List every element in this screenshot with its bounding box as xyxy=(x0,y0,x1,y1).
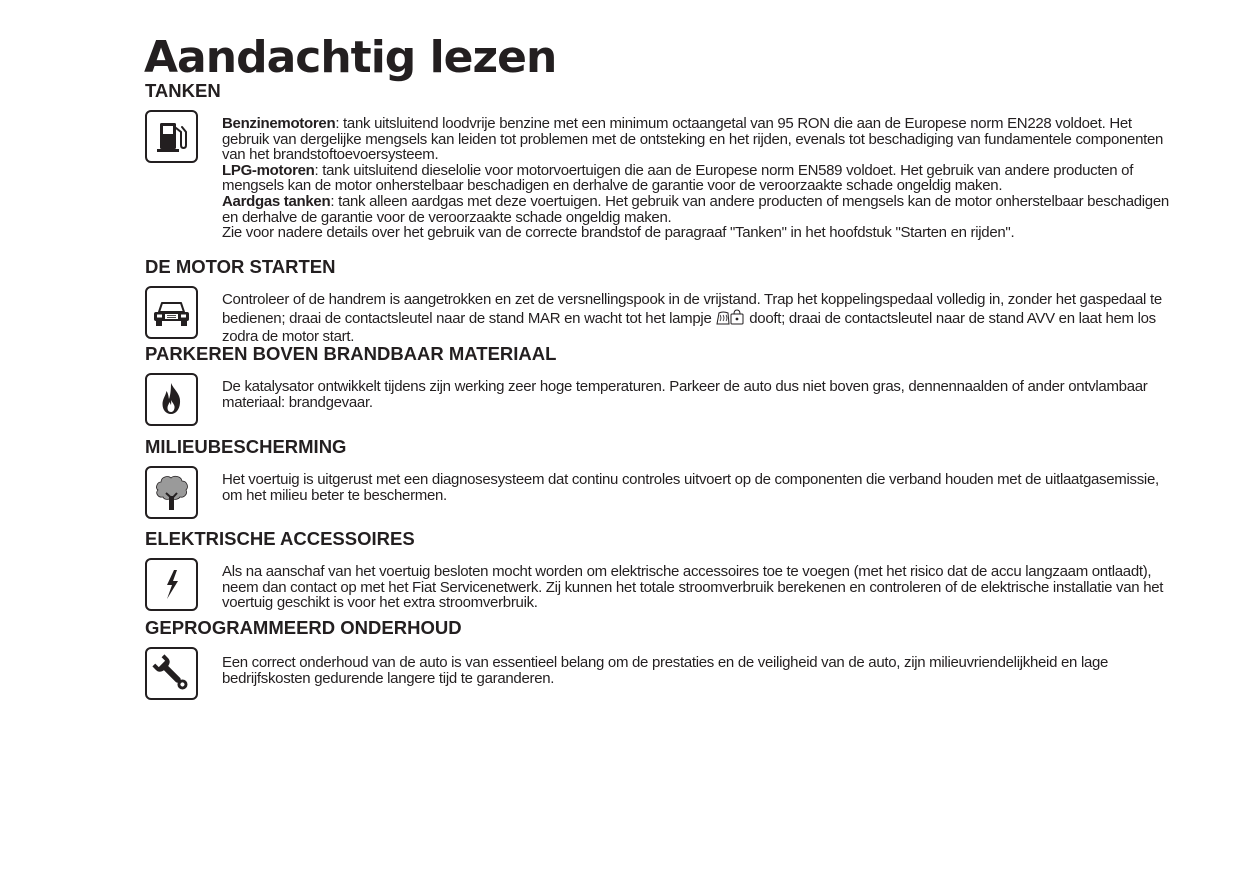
car-front-icon xyxy=(145,286,198,339)
paragraph-note xyxy=(222,225,1172,241)
section-geprogrammeerd-onderhoud-text xyxy=(222,655,1172,686)
paragraph-body: dooft; draai de contactsleutel naar de stand AVV en laat hem los zodra de motor start. xyxy=(222,309,1156,346)
fuel-pump-icon xyxy=(145,110,198,163)
wrench-icon xyxy=(145,647,198,700)
paragraph-benzine xyxy=(222,116,1172,163)
paragraph-lead: LPG-motoren xyxy=(222,161,315,179)
heading-tanken: TANKEN xyxy=(145,80,221,101)
tree-icon xyxy=(145,466,198,519)
paragraph-body: : tank uitsluitend loodvrije benzine met een minimum octaangetal van 95 RON die aan de Europese norm EN228 voldoet. Het gebruik van dergelijke mengsels kan leiden tot problemen met de ontsteking en het rijden, evenals tot beschadiging van fundamentele componenten van het brandstoftoevoersysteem. xyxy=(222,115,1164,164)
heading-geprogrammeerd-onderhoud: GEPROGRAMMEERD ONDERHOUD xyxy=(145,617,462,638)
lightning-icon xyxy=(145,558,198,611)
preheat-warning-lamp-icon xyxy=(715,308,745,330)
heading-elektrische-accessoires: ELEKTRISCHE ACCESSOIRES xyxy=(145,528,415,549)
section-parkeren-text xyxy=(222,379,1172,410)
heading-motor-starten: DE MOTOR STARTEN xyxy=(145,256,336,277)
paragraph-body: Controleer of de handrem is aangetrokken en zet de versnellingspook in de vrijstand. Trap het koppelingspedaal volledig in, zonder het gaspedaal te bedienen; draai de contactsleutel naar de stand MAR en wacht tot het lampje xyxy=(222,291,1162,327)
section-elektrische-accessoires-text xyxy=(222,564,1172,611)
section-motor-starten-text xyxy=(222,292,1172,345)
paragraph-body: Zie voor nadere details over het gebruik van de correcte brandstof de paragraaf "Tanken" in het hoofdstuk "Starten en rijden". xyxy=(222,224,1015,242)
page-title: Aandachtig lezen xyxy=(144,32,557,83)
paragraph-body: : tank alleen aardgas met deze voertuigen. Het gebruik van andere producten of mengsels kan de motor onherstelbaar beschadigen en derhalve de garantie voor de veroorzaakte schade ongeldig maken. xyxy=(222,192,1169,226)
heading-milieubescherming: MILIEUBESCHERMING xyxy=(145,436,347,457)
paragraph-body: Een correct onderhoud van de auto is van essentieel belang om de prestaties en de veiligheid van de auto, zijn milieuvriendelijkheid en lage bedrijfskosten gedurende langere tijd te garanderen. xyxy=(222,654,1109,687)
paragraph-aardgas xyxy=(222,194,1172,225)
paragraph-body: De katalysator ontwikkelt tijdens zijn werking zeer hoge temperaturen. Parkeer de auto dus niet boven gras, dennennaalden of ander ontvlambaar materiaal: brandgevaar. xyxy=(222,378,1148,411)
paragraph-lpg xyxy=(222,163,1172,194)
heading-parkeren: PARKEREN BOVEN BRANDBAAR MATERIAAL xyxy=(145,343,557,364)
paragraph-body: Het voertuig is uitgerust met een diagnosesysteem dat continu controles uitvoert op de componenten die verband houden met de uitlaatgasemissie, om het milieu beter te beschermen. xyxy=(222,471,1159,504)
paragraph-lead: Aardgas tanken xyxy=(222,192,331,210)
flame-icon xyxy=(145,373,198,426)
section-milieubescherming-text xyxy=(222,472,1172,503)
paragraph-body: Als na aanschaf van het voertuig besloten mocht worden om elektrische accessoires toe te voegen (met het risico dat de accu langzaam ontlaadt), neem dan contact op met het Fiat Servicenetwerk. Zij kunnen het totale stroomverbruik berekenen en controleren of de elektrische installatie van het voertuig geschikt is voor het extra stroomverbruik. xyxy=(222,563,1164,612)
section-tanken-text xyxy=(222,116,1172,241)
paragraph-body: : tank uitsluitend dieselolie voor motorvoertuigen die aan de Europese norm EN589 voldoet. Het gebruik van andere producten of mengsels kan de motor onherstelbaar beschadigen en derhalve de garantie voor de veroorzaakte schade ongeldig maken. xyxy=(222,161,1134,195)
paragraph-motor xyxy=(222,292,1172,345)
paragraph-lead: Benzinemotoren xyxy=(222,115,336,132)
